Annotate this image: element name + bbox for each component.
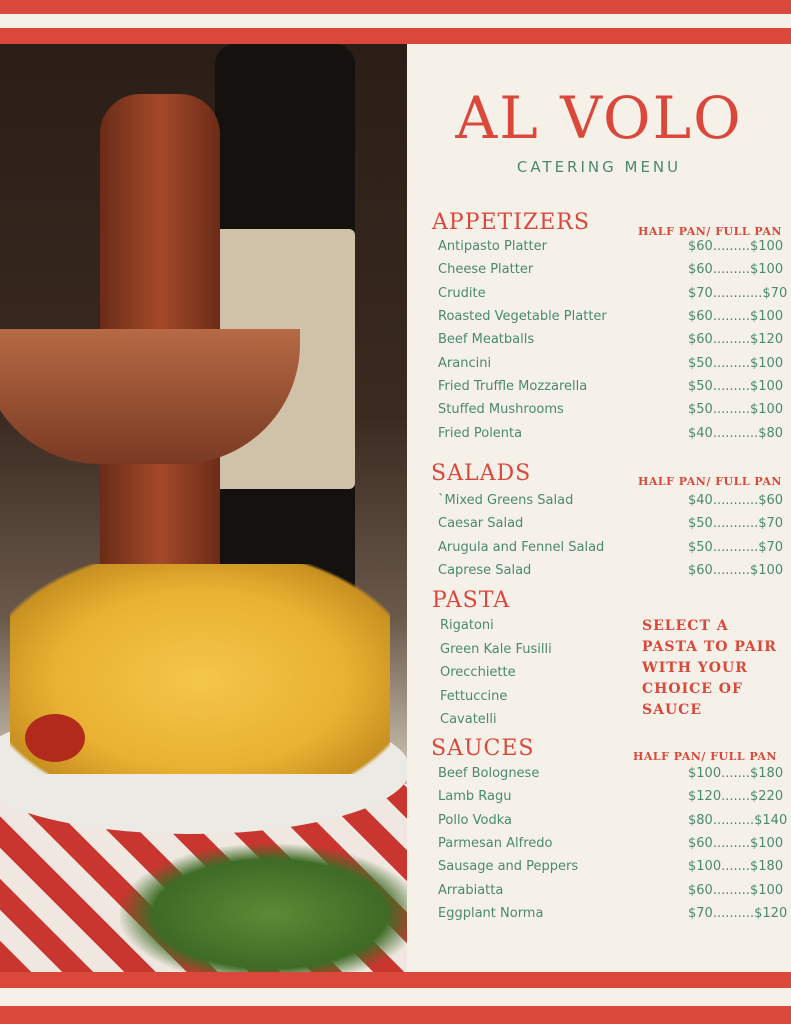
item-name: Antipasto Platter	[438, 239, 547, 255]
list-item	[438, 351, 784, 374]
item-name: Beef Meatballs	[438, 332, 535, 348]
tomato	[25, 714, 85, 762]
item-price: $70............$70	[688, 285, 788, 301]
item-name: Fettuccine	[440, 688, 508, 704]
item-name: Orecchiette	[440, 665, 516, 681]
list-item	[438, 878, 784, 901]
item-name: Fried Truffle Mozzarella	[438, 378, 588, 394]
item-price: $50...........$70	[688, 539, 784, 555]
list-item	[438, 902, 788, 925]
sauces-heading: SAUCES	[431, 736, 535, 761]
list-item	[440, 661, 610, 685]
list-item	[438, 785, 784, 808]
sauces-list	[438, 762, 788, 925]
bottom-stripe-2	[0, 1006, 791, 1024]
item-name: `Mixed Greens Salad	[438, 493, 574, 509]
list-item	[438, 855, 784, 878]
list-item	[438, 421, 784, 444]
item-price: $50.........$100	[688, 355, 784, 371]
item-name: Green Kale Fusilli	[440, 641, 552, 657]
item-price: $100.......$180	[688, 859, 784, 875]
list-item	[438, 258, 784, 281]
item-name: Beef Bolognese	[438, 766, 540, 782]
restaurant-title: AL VOLO	[455, 84, 743, 152]
item-name: Caprese Salad	[438, 563, 532, 579]
list-item	[440, 708, 610, 732]
list-item	[440, 638, 610, 662]
list-item	[438, 328, 784, 351]
item-price: $50...........$70	[688, 516, 784, 532]
list-item	[438, 305, 784, 328]
item-name: Stuffed Mushrooms	[438, 402, 564, 418]
item-price: $60.........$100	[688, 262, 784, 278]
salads-list	[438, 489, 784, 582]
item-name: Arugula and Fennel Salad	[438, 539, 605, 555]
item-name: Fried Polenta	[438, 425, 523, 441]
list-item	[438, 809, 788, 832]
item-price: $60.........$120	[688, 332, 784, 348]
list-item	[438, 762, 784, 785]
list-item	[438, 398, 784, 421]
list-item	[438, 832, 784, 855]
item-price: $120.......$220	[688, 789, 784, 805]
pasta-note: SELECT A PASTA TO PAIR WITH YOUR CHOICE OF SAUCE	[642, 618, 777, 718]
list-item	[438, 235, 784, 258]
list-item	[438, 536, 784, 559]
item-name: Cavatelli	[440, 712, 497, 728]
list-item	[438, 559, 784, 582]
pasta-photo	[0, 44, 407, 972]
item-name: Pollo Vodka	[438, 812, 512, 828]
menu-panel	[407, 44, 791, 972]
pasta-list	[440, 614, 610, 732]
appetizers-price-header: HALF PAN/ FULL PAN	[638, 225, 782, 238]
item-price: $60.........$100	[688, 309, 784, 325]
list-item	[438, 375, 784, 398]
item-name: Parmesan Alfredo	[438, 836, 553, 852]
item-name: Caesar Salad	[438, 516, 524, 532]
appetizers-heading: APPETIZERS	[432, 210, 590, 235]
item-name: Roasted Vegetable Platter	[438, 309, 607, 325]
item-name: Eggplant Norma	[438, 905, 544, 921]
item-price: $60.........$100	[688, 882, 784, 898]
salads-price-header: HALF PAN/ FULL PAN	[638, 475, 782, 488]
item-price: $50.........$100	[688, 378, 784, 394]
item-name: Rigatoni	[440, 618, 494, 634]
list-item	[438, 489, 784, 512]
item-price: $70..........$120	[688, 905, 788, 921]
sauces-price-header: HALF PAN/ FULL PAN	[633, 750, 777, 763]
item-name: Sausage and Peppers	[438, 859, 579, 875]
appetizers-list	[438, 235, 788, 445]
item-price: $60.........$100	[688, 239, 784, 255]
item-price: $80..........$140	[688, 812, 788, 828]
menu-subtitle: CATERING MENU	[516, 158, 682, 176]
list-item	[438, 512, 784, 535]
item-price: $60.........$100	[688, 563, 784, 579]
item-name: Crudite	[438, 285, 486, 301]
greenery	[120, 844, 407, 972]
item-price: $60.........$100	[688, 836, 784, 852]
item-price: $50.........$100	[688, 402, 784, 418]
list-item	[440, 685, 610, 709]
item-price: $100.......$180	[688, 766, 784, 782]
list-item	[440, 614, 610, 638]
top-stripe-1	[0, 0, 791, 14]
item-name: Arancini	[438, 355, 492, 371]
item-price: $40...........$80	[688, 425, 784, 441]
item-name: Cheese Platter	[438, 262, 534, 278]
top-stripe-2	[0, 28, 791, 44]
list-item	[438, 282, 788, 305]
item-price: $40...........$60	[688, 493, 784, 509]
salads-heading: SALADS	[431, 461, 532, 486]
bottom-stripe-1	[0, 972, 791, 988]
pasta-heading: PASTA	[432, 588, 511, 613]
item-name: Lamb Ragu	[438, 789, 512, 805]
item-name: Arrabiatta	[438, 882, 504, 898]
